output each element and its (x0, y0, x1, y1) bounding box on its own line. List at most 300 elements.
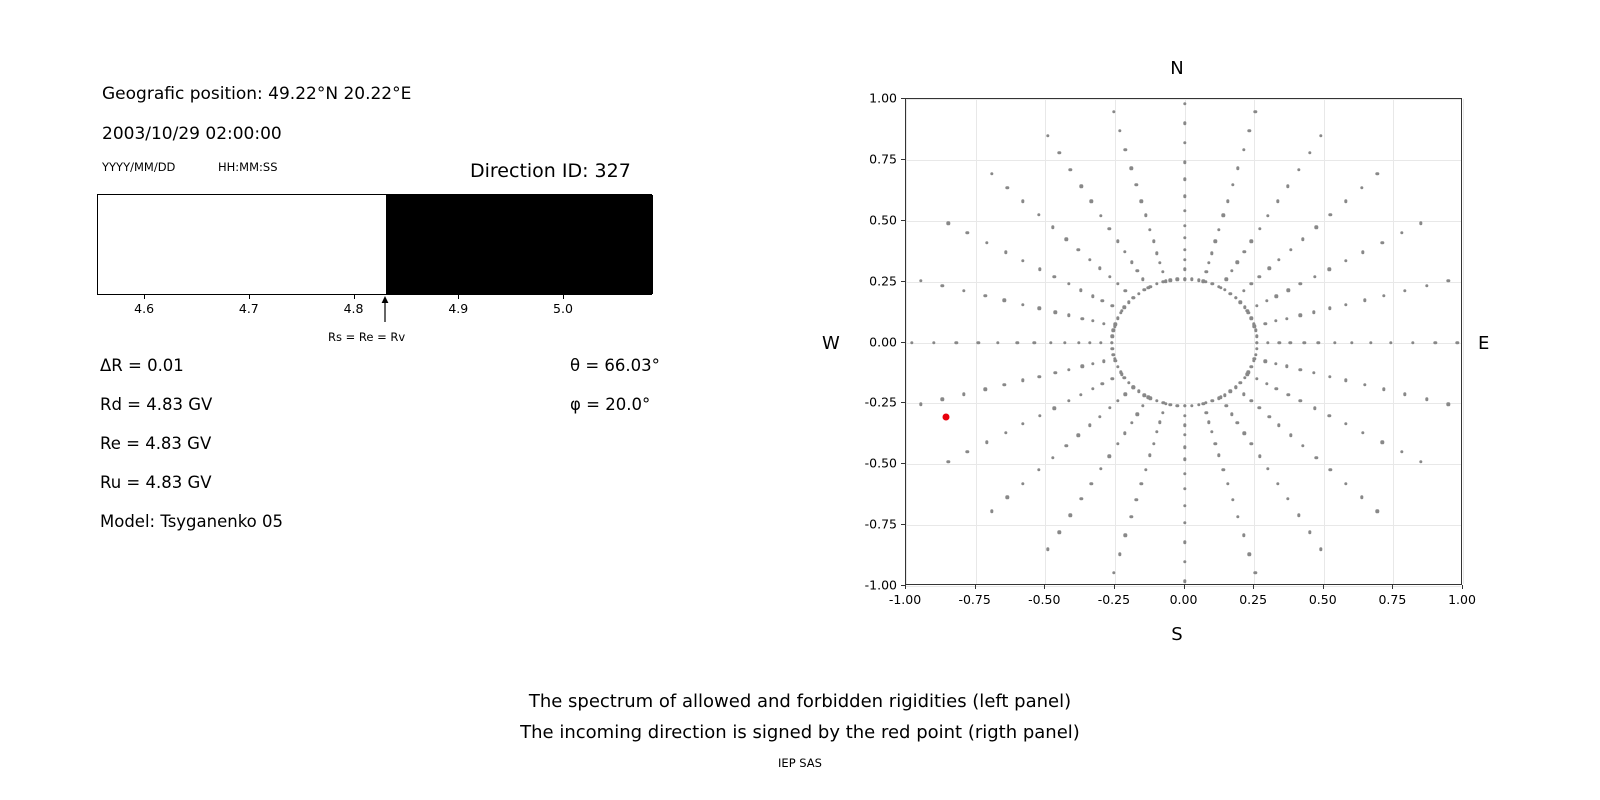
direction-dot (1004, 431, 1007, 434)
direction-dot (1080, 497, 1083, 500)
gridline (1045, 99, 1046, 584)
direction-dot (1190, 404, 1193, 407)
direction-dot (1254, 353, 1257, 356)
direction-dot (1021, 422, 1024, 425)
direction-dot (1419, 460, 1422, 463)
spectrum-tick-label: 4.8 (343, 301, 364, 316)
direction-dot (1081, 317, 1084, 320)
direction-dot (1135, 498, 1138, 501)
direction-dot (1135, 412, 1138, 415)
direction-dot (1255, 377, 1258, 380)
gridline (906, 99, 1461, 100)
direction-dot (984, 387, 987, 390)
direction-dot (1253, 571, 1256, 574)
direction-dot (1108, 406, 1111, 409)
figure-caption (0, 686, 1600, 748)
direction-dot (1183, 424, 1186, 427)
direction-dot (1169, 403, 1172, 406)
direction-dot (1207, 261, 1210, 264)
direction-dot (1116, 399, 1119, 402)
x-tick-label: 0.25 (1239, 592, 1268, 607)
direction-dot (1329, 213, 1332, 216)
direction-dot (1140, 200, 1143, 203)
direction-dot (1389, 341, 1392, 344)
direction-dot (1255, 304, 1258, 307)
direction-dot (1038, 268, 1041, 271)
direction-dot (932, 341, 935, 344)
direction-dot (1236, 515, 1239, 518)
direction-dot (1425, 398, 1428, 401)
phi-value: φ = 20.0° (570, 395, 651, 414)
direction-dot (1210, 251, 1213, 254)
direction-dot (1312, 311, 1315, 314)
direction-dot (1229, 292, 1232, 295)
direction-dot (1328, 268, 1331, 271)
direction-dot (1101, 299, 1104, 302)
x-tick-label: -0.50 (1028, 592, 1061, 607)
spectrum-tick-label: 4.7 (238, 301, 259, 316)
direction-dot (1144, 468, 1147, 471)
direction-dot (1110, 304, 1113, 307)
direction-dot (919, 403, 922, 406)
direction-dot (1069, 168, 1072, 171)
direction-dot (1255, 335, 1258, 338)
direction-dot (1032, 341, 1035, 344)
direction-dot (1118, 552, 1121, 555)
direction-dot (1065, 237, 1068, 240)
rd-value: Rd = 4.83 GV (100, 395, 213, 414)
direction-dot (1098, 415, 1101, 418)
direction-dot (1381, 441, 1384, 444)
direction-dot (1204, 411, 1207, 414)
direction-dot (1152, 240, 1155, 243)
x-tickmark (1044, 585, 1045, 589)
direction-dot (1183, 224, 1186, 227)
direction-dot (1021, 200, 1024, 203)
direction-dot (1129, 167, 1132, 170)
gridline (1463, 99, 1464, 584)
direction-dot (1236, 421, 1239, 424)
direction-dot (1301, 237, 1304, 240)
direction-dot (1350, 341, 1353, 344)
direction-dot (1242, 392, 1245, 395)
direction-dot (1143, 288, 1146, 291)
direction-dot (1108, 275, 1111, 278)
direction-dot (1021, 303, 1024, 306)
x-tickmark (1323, 585, 1324, 589)
direction-dot (1079, 288, 1082, 291)
direction-dot (1158, 261, 1161, 264)
direction-dot (1183, 560, 1186, 563)
direction-dot (1286, 185, 1289, 188)
direction-dot (1054, 311, 1057, 314)
y-tick-label: 0.00 (869, 334, 897, 349)
direction-dot (946, 460, 949, 463)
direction-dot (1183, 268, 1186, 271)
direction-dot (1243, 431, 1246, 434)
direction-dot (1267, 415, 1270, 418)
direction-dot (1016, 341, 1019, 344)
direction-dot (1091, 387, 1094, 390)
direction-dot (1183, 102, 1186, 105)
direction-dot (1361, 251, 1364, 254)
direction-dot (1130, 421, 1133, 424)
direction-dot (1363, 383, 1366, 386)
direction-dot (1148, 228, 1151, 231)
direction-dot (1217, 397, 1220, 400)
direction-dot (1124, 289, 1127, 292)
direction-dot (1243, 376, 1246, 379)
direction-dot (1376, 172, 1379, 175)
direction-dot (1127, 301, 1130, 304)
direction-dot (1123, 306, 1126, 309)
direction-dot (1250, 282, 1253, 285)
direction-dot (1116, 365, 1119, 368)
direction-dot (962, 289, 965, 292)
direction-dot (966, 450, 969, 453)
direction-dot (1230, 269, 1233, 272)
direction-dot (1183, 122, 1186, 125)
direction-dot (1315, 456, 1318, 459)
y-tickmark (901, 524, 905, 525)
rigidity-spectrum-panel (0, 0, 760, 660)
direction-dot (1277, 341, 1280, 344)
direction-dot (1099, 341, 1102, 344)
direction-dot (1266, 214, 1269, 217)
direction-dot (1144, 214, 1147, 217)
direction-dot (1067, 314, 1070, 317)
direction-dot (1231, 183, 1234, 186)
direction-dot (1250, 240, 1253, 243)
x-tickmark (905, 585, 906, 589)
direction-dot (1183, 458, 1186, 461)
direction-dot (1089, 482, 1092, 485)
direction-dot (1065, 444, 1068, 447)
direction-dot (1289, 341, 1292, 344)
direction-dot (1183, 521, 1186, 524)
direction-dot (1006, 186, 1009, 189)
direction-dot (1381, 241, 1384, 244)
direction-dot (1234, 386, 1237, 389)
direction-dot (1239, 381, 1242, 384)
direction-dot (1242, 148, 1245, 151)
model-value: Model: Tsyganenko 05 (100, 512, 284, 531)
direction-dot (1004, 251, 1007, 254)
direction-dot (1266, 341, 1269, 344)
direction-dot (1289, 434, 1292, 437)
ru-value: Ru = 4.83 GV (100, 473, 212, 492)
spectrum-tick (563, 295, 564, 299)
direction-dot (1265, 299, 1268, 302)
direction-dot (1123, 250, 1126, 253)
direction-dot (985, 441, 988, 444)
rigidity-spectrum-bar (97, 194, 652, 295)
direction-dot (1116, 442, 1119, 445)
direction-dot (1127, 381, 1130, 384)
direction-dot (1382, 387, 1385, 390)
gridline (906, 525, 1461, 526)
direction-dot (1067, 282, 1070, 285)
direction-dot (1225, 404, 1228, 407)
direction-dot (1057, 531, 1060, 534)
x-tickmark (975, 585, 976, 589)
direction-dot (1101, 382, 1104, 385)
spectrum-tick (458, 295, 459, 299)
direction-dot (1069, 514, 1072, 517)
spectrum-tick-label: 5.0 (553, 301, 573, 316)
direction-dot (1298, 368, 1301, 371)
x-tick-label: 0.50 (1308, 592, 1337, 607)
direction-dot (1124, 148, 1127, 151)
direction-dot (1057, 151, 1060, 154)
direction-dot (1344, 422, 1347, 425)
direction-dot (1446, 403, 1449, 406)
direction-dot (1214, 442, 1217, 445)
direction-dot (1319, 547, 1322, 550)
spectrum-tick (249, 295, 250, 299)
direction-dot (1265, 382, 1268, 385)
direction-dot (1088, 258, 1091, 261)
direction-dot (1400, 450, 1403, 453)
direction-dot (1132, 386, 1135, 389)
direction-dot (1267, 267, 1270, 270)
direction-dot (1403, 392, 1406, 395)
spectrum-tick (354, 295, 355, 299)
gridline (1324, 99, 1325, 584)
direction-dot (1344, 379, 1347, 382)
direction-dot (1360, 496, 1363, 499)
x-tick-label: 0.00 (1169, 592, 1198, 607)
direction-dot (962, 392, 965, 395)
direction-dot (1091, 362, 1094, 365)
direction-dot (1124, 534, 1127, 537)
direction-dot (1089, 200, 1092, 203)
direction-dot (1116, 317, 1119, 320)
direction-dot (1183, 433, 1186, 436)
y-tick-label: -1.00 (864, 577, 897, 593)
direction-dot (1316, 341, 1319, 344)
direction-dot (1239, 301, 1242, 304)
direction-dot (1003, 383, 1006, 386)
direction-dot (1247, 371, 1250, 374)
direction-dot (1162, 280, 1165, 283)
direction-map-panel (800, 0, 1600, 660)
gridline (906, 464, 1461, 465)
direction-dot (1137, 292, 1140, 295)
direction-dot (1277, 258, 1280, 261)
direction-dot (1250, 365, 1253, 368)
direction-dot (1053, 275, 1056, 278)
direction-dot (1054, 371, 1057, 374)
direction-dot (1111, 347, 1114, 350)
x-tickmark (1184, 585, 1185, 589)
direction-dot (910, 341, 913, 344)
direction-dot (1155, 282, 1158, 285)
direction-dot (1211, 282, 1214, 285)
direction-dot (1263, 360, 1266, 363)
direction-dot (1287, 288, 1290, 291)
direction-dot (1229, 390, 1232, 393)
direction-dot (1037, 468, 1040, 471)
direction-dot (1299, 399, 1302, 402)
compass-south-label: S (1171, 624, 1183, 645)
direction-dot (1382, 294, 1385, 297)
direction-dot (1124, 392, 1127, 395)
y-tickmark (901, 220, 905, 221)
spectrum-tick-label: 4.6 (134, 301, 155, 316)
gridline (1393, 99, 1394, 584)
direction-dot (1183, 414, 1186, 417)
direction-dot (1211, 399, 1214, 402)
direction-dot (1148, 454, 1151, 457)
direction-dot (1067, 368, 1070, 371)
direction-dot (1076, 434, 1079, 437)
direction-dot (1158, 421, 1161, 424)
y-tick-label: -0.25 (864, 394, 897, 410)
direction-dot (1403, 289, 1406, 292)
x-tick-label: -0.75 (958, 592, 991, 607)
cutoff-annotation-label: Rs = Re = Rv (328, 330, 406, 344)
direction-dot (1258, 455, 1261, 458)
direction-dot (1456, 341, 1459, 344)
direction-dot (1038, 414, 1041, 417)
direction-dot (1183, 540, 1186, 543)
y-tickmark (901, 402, 905, 403)
forbidden-region (386, 195, 653, 294)
footer-credit: IEP SAS (778, 756, 822, 770)
cutoff-arrow-icon (380, 296, 390, 322)
y-tick-label: -0.50 (864, 455, 897, 471)
direction-dot (1110, 341, 1113, 344)
direction-dot (1253, 110, 1256, 113)
direction-dot (1274, 319, 1277, 322)
direction-dot (1207, 421, 1210, 424)
direction-dot (1116, 240, 1119, 243)
polar-scatter-plot (905, 98, 1462, 585)
direction-dot (996, 341, 999, 344)
direction-dot (941, 284, 944, 287)
direction-dot (1149, 397, 1152, 400)
direction-dot (1183, 404, 1186, 407)
selected-direction-point (943, 413, 950, 420)
gridline (906, 343, 1461, 344)
direction-dot (1250, 399, 1253, 402)
direction-dot (1274, 295, 1277, 298)
direction-dot (1286, 497, 1289, 500)
direction-dot (1183, 209, 1186, 212)
direction-dot (1297, 514, 1300, 517)
datetime-label: 2003/10/29 02:00:00 (102, 124, 282, 144)
direction-dot (1277, 423, 1280, 426)
direction-dot (1248, 552, 1251, 555)
direction-dot (1183, 472, 1186, 475)
caption-line-1: The spectrum of allowed and forbidden rigidities (left panel) (528, 691, 1072, 712)
direction-dot (1038, 375, 1041, 378)
y-tickmark (901, 98, 905, 99)
direction-dot (1183, 161, 1186, 164)
delta-r-value: ΔR = 0.01 (100, 356, 184, 375)
direction-dot (1234, 296, 1237, 299)
direction-dot (1223, 393, 1226, 396)
direction-dot (1046, 547, 1049, 550)
direction-dot (1217, 454, 1220, 457)
direction-dot (1222, 468, 1225, 471)
direction-dot (1308, 151, 1311, 154)
direction-dot (1183, 277, 1186, 280)
direction-dot (1301, 444, 1304, 447)
direction-dot (1046, 134, 1049, 137)
direction-dot (1081, 365, 1084, 368)
direction-dot (1123, 376, 1126, 379)
gridline (906, 221, 1461, 222)
direction-dot (1079, 393, 1082, 396)
direction-dot (941, 398, 944, 401)
direction-dot (977, 341, 980, 344)
direction-dot (1143, 393, 1146, 396)
direction-dot (990, 172, 993, 175)
direction-dot (1161, 411, 1164, 414)
direction-dot (1102, 322, 1105, 325)
y-tickmark (901, 159, 905, 160)
direction-dot (1077, 341, 1080, 344)
direction-dot (1231, 498, 1234, 501)
x-tick-label: -0.25 (1097, 592, 1131, 607)
direction-dot (1123, 431, 1126, 434)
direction-dot (984, 294, 987, 297)
direction-dot (1258, 275, 1261, 278)
gridline (1185, 99, 1186, 584)
direction-dot (1114, 359, 1117, 362)
direction-dot (1053, 407, 1056, 410)
direction-dot (1285, 365, 1288, 368)
direction-dot (1236, 261, 1239, 264)
direction-dot (1130, 261, 1133, 264)
direction-dot (1230, 412, 1233, 415)
direction-dot (1226, 200, 1229, 203)
direction-dot (1037, 213, 1040, 216)
direction-dot (1274, 387, 1277, 390)
x-tickmark (1253, 585, 1254, 589)
direction-dot (1141, 404, 1144, 407)
direction-dot (1242, 289, 1245, 292)
direction-dot (1243, 250, 1246, 253)
gridline (906, 99, 907, 584)
direction-dot (1363, 299, 1366, 302)
direction-dot (1258, 406, 1261, 409)
direction-dot (990, 510, 993, 513)
y-tickmark (901, 585, 905, 586)
direction-dot (1091, 319, 1094, 322)
direction-dot (1344, 482, 1347, 485)
direction-dot (1312, 371, 1315, 374)
direction-dot (1308, 531, 1311, 534)
x-tick-label: -1.00 (888, 592, 922, 607)
direction-dot (1217, 228, 1220, 231)
direction-dot (1152, 442, 1155, 445)
direction-dot (1419, 221, 1422, 224)
direction-dot (1116, 282, 1119, 285)
direction-dot (1250, 317, 1253, 320)
direction-dot (1102, 360, 1105, 363)
direction-dot (1425, 284, 1428, 287)
direction-dot (1183, 178, 1186, 181)
direction-dot (1266, 467, 1269, 470)
direction-dot (1274, 362, 1277, 365)
direction-dot (1118, 129, 1121, 132)
spectrum-tick-label: 4.9 (448, 301, 469, 316)
time-format-hint: HH:MM:SS (218, 160, 278, 174)
direction-dot (1276, 482, 1279, 485)
